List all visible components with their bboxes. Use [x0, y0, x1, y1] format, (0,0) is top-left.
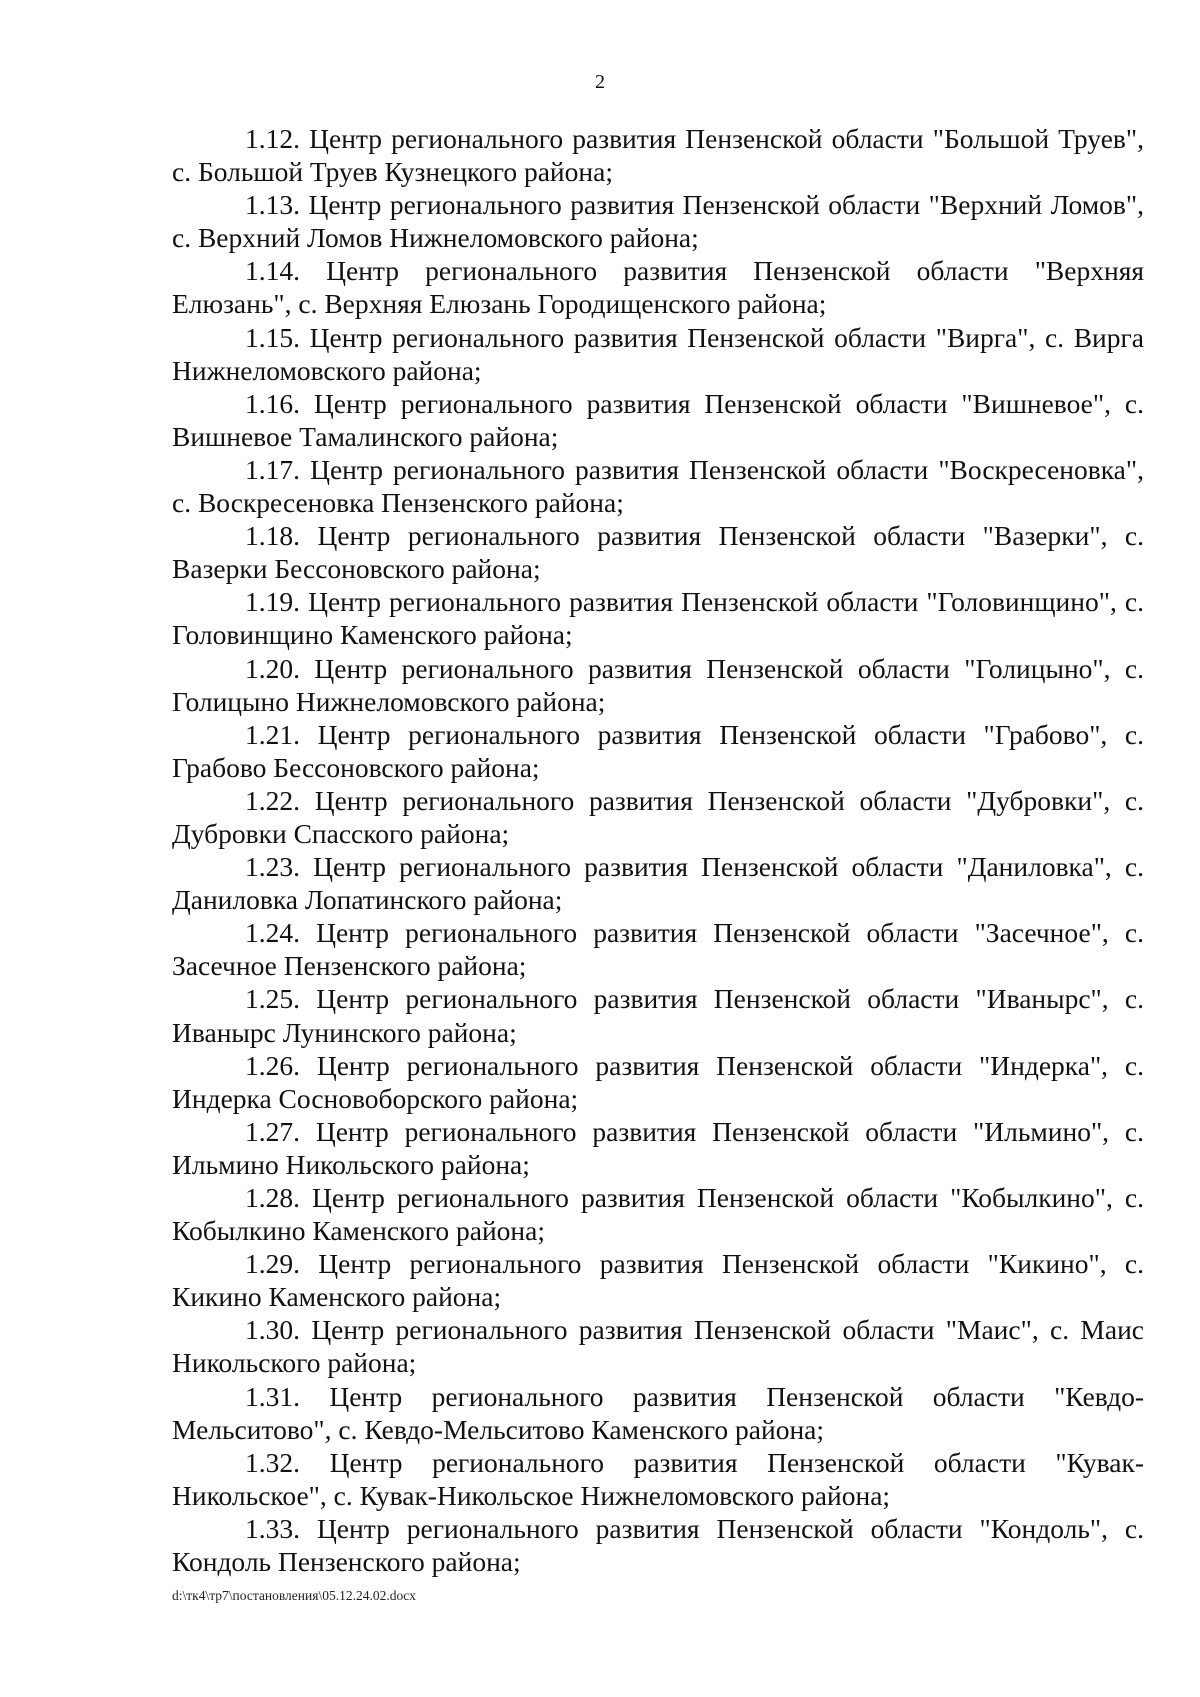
list-item: 1.26. Центр регионального развития Пензенской области "Индерка", с. Индерка Сосновоборского района;: [172, 1049, 1144, 1114]
list-item: 1.24. Центр регионального развития Пензенской области "Засечное", с. Засечное Пензенского района;: [172, 917, 1144, 982]
list-item: 1.22. Центр регионального развития Пензенской области "Дубровки", с. Дубровки Спасского района;: [172, 784, 1144, 849]
list-item: 1.12. Центр регионального развития Пензенской области "Большой Труев", с. Большой Труев Кузнецкого района;: [172, 123, 1144, 188]
list-item: 1.16. Центр регионального развития Пензенской области "Вишневое", с. Вишневое Тамалинского района;: [172, 387, 1144, 452]
list-item: 1.29. Центр регионального развития Пензенской области "Кикино", с. Кикино Каменского района;: [172, 1248, 1144, 1313]
list-item: 1.14. Центр регионального развития Пензенской области "Верхняя Елюзань", с. Верхняя Елюзань Городищенского района;: [172, 255, 1144, 320]
list-item: 1.25. Центр регионального развития Пензенской области "Иванырс", с. Иванырс Лунинского района;: [172, 983, 1144, 1048]
list-item: 1.18. Центр регионального развития Пензенской области "Вазерки", с. Вазерки Бессоновского района;: [172, 520, 1144, 585]
list-item: 1.30. Центр регионального развития Пензенской области "Маис", с. Маис Никольского района;: [172, 1314, 1144, 1379]
list-item: 1.13. Центр регионального развития Пензенской области "Верхний Ломов", с. Верхний Ломов Нижнеломовского района;: [172, 189, 1144, 254]
page-number: 2: [595, 71, 605, 93]
list-item: 1.31. Центр регионального развития Пензенской области "Кевдо-Мельситово", с. Кевдо-Мельситово Каменского района;: [172, 1380, 1144, 1445]
footer-file-path: d:\тк4\тр7\постановления\05.12.24.02.docx: [172, 1588, 416, 1603]
list-item: 1.28. Центр регионального развития Пензенской области "Кобылкино", с. Кобылкино Каменского района;: [172, 1182, 1144, 1247]
list-item: 1.23. Центр регионального развития Пензенской области "Даниловка", с. Даниловка Лопатинского района;: [172, 851, 1144, 916]
list-item: 1.21. Центр регионального развития Пензенской области "Грабово", с. Грабово Бессоновского района;: [172, 718, 1144, 783]
list-item: 1.15. Центр регионального развития Пензенской области "Вирга", с. Вирга Нижнеломовского района;: [172, 321, 1144, 386]
list-item: 1.20. Центр регионального развития Пензенской области "Голицыно", с. Голицыно Нижнеломовского района;: [172, 652, 1144, 717]
list-item: 1.27. Центр регионального развития Пензенской области "Ильмино", с. Ильмино Никольского района;: [172, 1115, 1144, 1180]
document-body: [172, 122, 1144, 1578]
list-item: 1.17. Центр регионального развития Пензенской области "Воскресеновка", с. Воскресеновка Пензенского района;: [172, 453, 1144, 519]
list-item: 1.33. Центр регионального развития Пензенской области "Кондоль", с. Кондоль Пензенского района;: [172, 1512, 1144, 1578]
list-item: 1.19. Центр регионального развития Пензенской области "Головинщино", с. Головинщино Каменского района;: [172, 586, 1144, 651]
list-item: 1.32. Центр регионального развития Пензенской области "Кувак-Никольское", с. Кувак-Никольское Нижнеломовского района;: [172, 1446, 1144, 1511]
